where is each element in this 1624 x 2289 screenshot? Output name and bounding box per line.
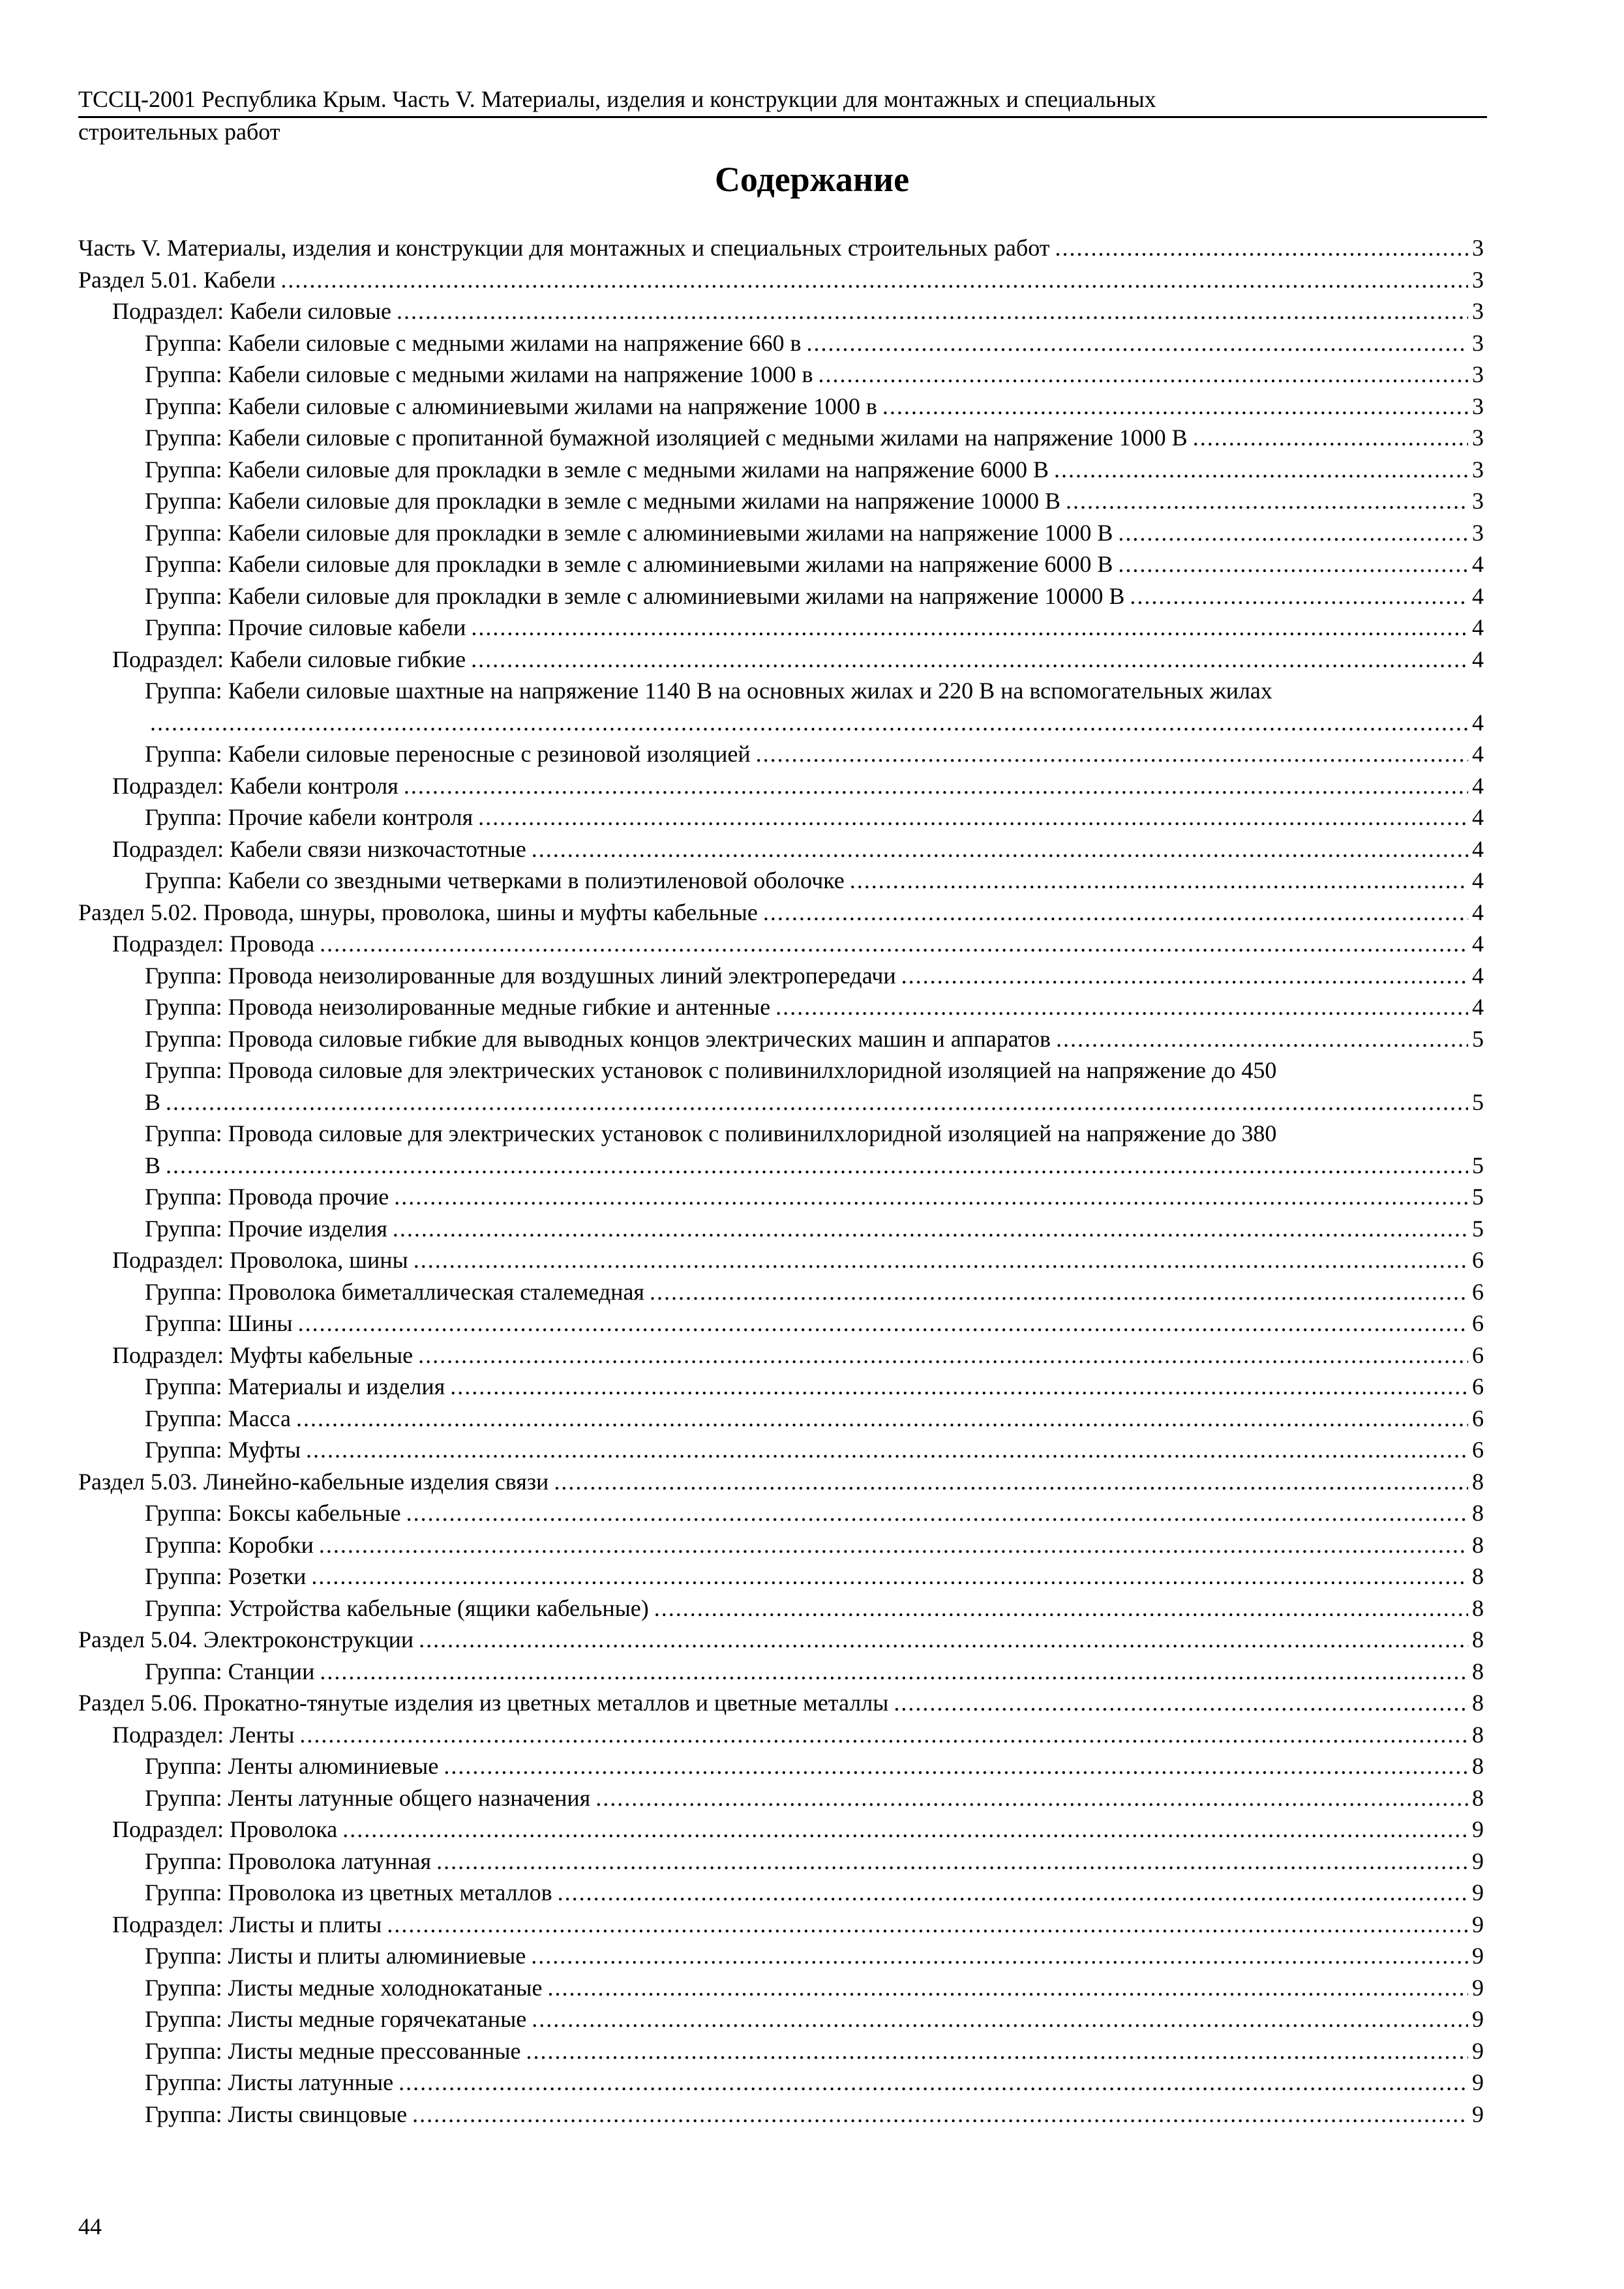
toc-entry[interactable] (78, 1403, 1484, 1435)
header-title-line2: строительных работ (78, 119, 280, 145)
toc-entry[interactable] (78, 644, 1484, 676)
toc-entry-text: Группа: Провода силовые для электрических установок с поливинилхлоридной изоляцией на напряжение до 450 (145, 1057, 1277, 1083)
toc-entry-page: 4 (1472, 899, 1484, 925)
toc-entry-page: 3 (1472, 456, 1484, 483)
toc-entry[interactable] (78, 1750, 1484, 1782)
dot-leader (882, 391, 1468, 423)
dot-leader (419, 1624, 1468, 1656)
toc-entry[interactable] (78, 1687, 1484, 1719)
toc-entry-page: 6 (1472, 1247, 1484, 1273)
toc-entry-text: Группа: Устройства кабельные (ящики кабельные) (145, 1594, 649, 1621)
page-title: Содержание (714, 160, 910, 199)
toc-entry[interactable] (78, 801, 1484, 833)
toc-entry-text: Группа: Боксы кабельные (145, 1500, 401, 1526)
dot-leader (650, 1276, 1468, 1308)
toc-entry-page: 3 (1472, 425, 1484, 451)
dot-leader (850, 865, 1468, 897)
toc-entry[interactable] (78, 1244, 1484, 1276)
toc-entry-page: 5 (1472, 1152, 1484, 1178)
toc-entry[interactable] (78, 1434, 1484, 1466)
toc-entry-text: Группа: Кабели силовые для прокладки в земле с медными жилами на напряжение 10000 В (145, 488, 1060, 514)
toc-entry-text: Группа: Кабели силовые с пропитанной бумажной изоляцией с медными жилами на напряжение 1000 В (145, 425, 1188, 451)
toc-entry[interactable] (78, 675, 1484, 738)
dot-leader (342, 1814, 1468, 1846)
toc-entry[interactable] (78, 1023, 1484, 1055)
dot-leader (166, 1150, 1468, 1182)
dot-leader (1054, 454, 1468, 486)
toc-entry-page: 3 (1472, 393, 1484, 419)
dot-leader (393, 1213, 1468, 1245)
dot-leader (406, 1497, 1468, 1529)
toc-entry-page: 9 (1472, 2006, 1484, 2032)
toc-entry[interactable] (78, 1308, 1484, 1339)
toc-entry[interactable] (78, 1497, 1484, 1529)
dot-leader (1066, 485, 1468, 517)
dot-leader (398, 2067, 1468, 2099)
toc-entry-text: Группа: Кабели силовые шахтные на напряжение 1140 В на основных жилах и 220 В на вспомогательных жилах (145, 678, 1272, 704)
toc-entry-page: 8 (1472, 1563, 1484, 1589)
dot-leader (397, 295, 1468, 327)
toc-entry-page: 3 (1472, 519, 1484, 546)
toc-entry-page: 8 (1472, 1626, 1484, 1653)
toc-entry[interactable] (78, 1719, 1484, 1751)
toc-entry-text: Группа: Коробки (145, 1531, 314, 1558)
toc-entry-text: Группа: Кабели со звездными четверками в полиэтиленовой оболочке (145, 867, 845, 893)
toc-entry[interactable] (78, 295, 1484, 327)
toc-entry[interactable] (78, 865, 1484, 897)
toc-entry-page: 4 (1472, 772, 1484, 799)
toc-entry-page: 9 (1472, 1911, 1484, 1937)
dot-leader (1055, 232, 1468, 264)
toc-entry[interactable] (78, 833, 1484, 865)
dot-leader (444, 1750, 1468, 1782)
toc-entry-text: Группа: Масса (145, 1405, 291, 1431)
dot-leader (532, 2003, 1468, 2035)
dot-leader (554, 1466, 1468, 1498)
toc-entry[interactable] (78, 1213, 1484, 1245)
toc-entry-page: 9 (1472, 1974, 1484, 2001)
toc-entry-page: 4 (1472, 646, 1484, 672)
dot-leader (1118, 548, 1468, 580)
dot-leader (547, 1972, 1468, 2004)
toc-entry-text: Группа: Кабели силовые для прокладки в земле с медными жилами на напряжение 6000 В (145, 456, 1049, 483)
toc-entry-text: Группа: Кабели силовые с медными жилами на напряжение 1000 в (145, 361, 813, 387)
toc-entry[interactable] (78, 1972, 1484, 2004)
toc-entry[interactable] (78, 738, 1484, 770)
dot-leader (280, 264, 1468, 296)
toc-entry[interactable] (78, 1276, 1484, 1308)
toc-entry[interactable] (78, 928, 1484, 960)
dot-leader (166, 1086, 1468, 1118)
toc-entry-page: 4 (1472, 835, 1484, 862)
toc-entry[interactable] (78, 580, 1484, 612)
toc-entry[interactable] (78, 422, 1484, 454)
toc-entry-text: Группа: Прочие кабели контроля (145, 804, 474, 830)
toc-entry-text: Подраздел: Листы и плиты (112, 1911, 382, 1937)
toc-entry-text: Группа: Листы свинцовые (145, 2101, 408, 2127)
toc-entry-text: Группа: Провода прочие (145, 1184, 389, 1210)
dot-leader (1130, 580, 1468, 612)
toc-entry-text: Группа: Кабели силовые с медными жилами на напряжение 660 в (145, 329, 802, 356)
toc-entry-page: 8 (1472, 1784, 1484, 1811)
toc-entry[interactable] (78, 232, 1484, 264)
table-of-contents (78, 232, 1484, 2130)
toc-entry-page: 9 (1472, 1943, 1484, 1969)
toc-entry-text: Подраздел: Муфты кабельные (112, 1341, 414, 1368)
toc-entry[interactable] (78, 1624, 1484, 1656)
dot-leader (404, 770, 1468, 802)
toc-entry-text: Группа: Прочие изделия (145, 1215, 387, 1242)
toc-entry-page: 9 (1472, 2101, 1484, 2127)
toc-entry-text: Подраздел: Провода (112, 931, 315, 957)
toc-entry-text: Группа: Муфты (145, 1437, 301, 1463)
toc-entry-text: Группа: Станции (145, 1658, 315, 1684)
toc-entry-text: Группа: Листы медные горячекатаные (145, 2006, 527, 2032)
toc-entry[interactable] (78, 391, 1484, 423)
toc-entry-text: Группа: Розетки (145, 1563, 307, 1589)
running-header (78, 83, 1487, 147)
toc-entry[interactable] (78, 1055, 1484, 1118)
toc-entry-text: Подраздел: Проволока, шины (112, 1247, 408, 1273)
toc-entry-text: Группа: Шины (145, 1310, 293, 1336)
toc-entry-text: Подраздел: Кабели контроля (112, 772, 398, 799)
toc-entry[interactable] (78, 1846, 1484, 1878)
toc-entry-page: 8 (1472, 1658, 1484, 1684)
toc-entry-text: Раздел 5.01. Кабели (78, 266, 276, 293)
toc-entry-page: 4 (1472, 804, 1484, 830)
toc-entry[interactable] (78, 1339, 1484, 1371)
toc-entry-page: 8 (1472, 1468, 1484, 1495)
toc-entry-page: 9 (1472, 2037, 1484, 2064)
toc-entry-text: Подраздел: Кабели связи низкочастотные (112, 835, 526, 862)
dot-leader (319, 1529, 1468, 1561)
toc-entry-page: 6 (1472, 1373, 1484, 1399)
toc-entry[interactable] (78, 960, 1484, 992)
dot-leader (320, 1656, 1468, 1688)
toc-entry[interactable] (78, 1181, 1484, 1213)
dot-leader (394, 1181, 1468, 1213)
dot-leader (450, 1371, 1468, 1403)
toc-entry[interactable] (78, 1371, 1484, 1403)
toc-entry[interactable] (78, 770, 1484, 802)
toc-entry-text: Раздел 5.02. Провода, шнуры, проволока, шины и муфты кабельные (78, 899, 758, 925)
toc-entry[interactable] (78, 517, 1484, 549)
dot-leader (1056, 1023, 1468, 1055)
dot-leader (1118, 517, 1468, 549)
toc-entry-text: Группа: Кабели силовые для прокладки в земле с алюминиевыми жилами на напряжение 6000 В (145, 551, 1113, 577)
toc-entry[interactable] (78, 264, 1484, 296)
toc-entry-page: 6 (1472, 1437, 1484, 1463)
toc-entry-text: Группа: Листы и плиты алюминиевые (145, 1943, 526, 1969)
toc-entry[interactable] (78, 1814, 1484, 1846)
dot-leader (806, 327, 1468, 359)
toc-entry[interactable] (78, 1529, 1484, 1561)
toc-entry[interactable] (78, 1656, 1484, 1688)
toc-entry-page: 9 (1472, 1879, 1484, 1906)
dot-leader (471, 612, 1468, 644)
toc-entry-page: 8 (1472, 1531, 1484, 1558)
toc-entry-text: Группа: Проволока из цветных металлов (145, 1879, 552, 1906)
toc-entry-page: 6 (1472, 1341, 1484, 1368)
toc-entry-page: 3 (1472, 235, 1484, 261)
toc-entry-text: Часть V. Материалы, изделия и конструкции для монтажных и специальных строительных работ (78, 235, 1050, 261)
toc-entry-text: Группа: Ленты латунные общего назначения (145, 1784, 591, 1811)
toc-entry-text: Группа: Ленты алюминиевые (145, 1753, 439, 1779)
toc-entry[interactable] (78, 1877, 1484, 1909)
dot-leader (296, 1403, 1468, 1435)
toc-entry-page: 5 (1472, 1184, 1484, 1210)
toc-entry-page: 3 (1472, 298, 1484, 324)
toc-entry-page: 3 (1472, 266, 1484, 293)
toc-entry-text: Группа: Кабели силовые для прокладки в земле с алюминиевыми жилами на напряжение 1000 В (145, 519, 1113, 546)
toc-entry[interactable] (78, 991, 1484, 1023)
toc-entry-page: 6 (1472, 1405, 1484, 1431)
toc-entry-page: 3 (1472, 329, 1484, 356)
toc-entry[interactable] (78, 359, 1484, 391)
dot-leader (387, 1909, 1468, 1941)
toc-entry[interactable] (78, 454, 1484, 486)
toc-entry-text: Группа: Кабели силовые для прокладки в земле с алюминиевыми жилами на напряжение 10000 В (145, 582, 1125, 609)
toc-entry-page: 4 (1472, 994, 1484, 1020)
toc-entry-text: Раздел 5.04. Электроконструкции (78, 1626, 414, 1653)
header-title-line1: ТССЦ-2001 Республика Крым. Часть V. Материалы, изделия и конструкции для монтажных и специальных (78, 86, 1156, 112)
toc-entry[interactable] (78, 1593, 1484, 1624)
toc-entry[interactable] (78, 2099, 1484, 2131)
toc-entry[interactable] (78, 548, 1484, 580)
toc-entry-page: 3 (1472, 361, 1484, 387)
toc-entry-page: 6 (1472, 1278, 1484, 1305)
toc-entry-page: 5 (1472, 1088, 1484, 1115)
toc-entry-text: Группа: Кабели силовые с алюминиевыми жилами на напряжение 1000 в (145, 393, 877, 419)
toc-entry-page: 4 (1472, 551, 1484, 577)
toc-entry[interactable] (78, 1909, 1484, 1941)
toc-entry-text: Подраздел: Ленты (112, 1721, 295, 1748)
toc-entry-page: 8 (1472, 1721, 1484, 1748)
toc-entry-page: 9 (1472, 1848, 1484, 1874)
toc-entry-text: Группа: Листы медные холоднокатаные (145, 1974, 543, 2001)
dot-leader (1193, 422, 1468, 454)
dot-leader (756, 738, 1468, 770)
toc-entry[interactable] (78, 2067, 1484, 2099)
dot-leader (532, 833, 1468, 865)
toc-entry-text: Группа: Кабели силовые переносные с резиновой изоляцией (145, 741, 751, 767)
toc-entry[interactable] (78, 897, 1484, 929)
dot-leader (775, 991, 1468, 1023)
toc-entry-page: 4 (1472, 741, 1484, 767)
toc-entry-page: 4 (1472, 614, 1484, 640)
toc-entry-page: 8 (1472, 1753, 1484, 1779)
toc-entry-page: 4 (1472, 582, 1484, 609)
toc-entry[interactable] (78, 1782, 1484, 1814)
toc-entry-text: Подраздел: Проволока (112, 1816, 338, 1842)
toc-entry-text: Группа: Провода силовые для электрических установок с поливинилхлоридной изоляцией на напряжение до 380 (145, 1120, 1277, 1146)
toc-entry-page: 4 (1472, 962, 1484, 989)
dot-leader (901, 960, 1468, 992)
dot-leader (478, 801, 1468, 833)
toc-entry-text-continued: В (145, 1152, 161, 1178)
toc-entry-page: 8 (1472, 1594, 1484, 1621)
toc-entry-text-continued: В (145, 1088, 161, 1115)
toc-entry-text: Группа: Провода силовые гибкие для выводных концов электрических машин и аппаратов (145, 1025, 1051, 1052)
toc-entry-text: Группа: Проволока биметаллическая сталемедная (145, 1278, 644, 1305)
toc-entry-page: 8 (1472, 1500, 1484, 1526)
toc-entry[interactable] (78, 2035, 1484, 2067)
dot-leader (320, 928, 1468, 960)
toc-entry-page: 6 (1472, 1310, 1484, 1336)
toc-entry-page: 3 (1472, 488, 1484, 514)
page-number: 44 (78, 2213, 102, 2239)
toc-entry-text: Группа: Материалы и изделия (145, 1373, 445, 1399)
dot-leader (311, 1561, 1468, 1593)
toc-entry[interactable] (78, 1466, 1484, 1498)
dot-leader (526, 2035, 1469, 2067)
toc-entry-text: Подраздел: Кабели силовые гибкие (112, 646, 466, 672)
toc-entry-page: 9 (1472, 1816, 1484, 1842)
dot-leader (595, 1782, 1468, 1814)
dot-leader (531, 1940, 1468, 1972)
toc-entry-text: Группа: Листы медные прессованные (145, 2037, 521, 2064)
dot-leader (818, 359, 1468, 391)
dot-leader (763, 897, 1468, 929)
toc-entry-text: Группа: Листы латунные (145, 2069, 394, 2095)
toc-entry-page: 4 (1472, 931, 1484, 957)
toc-entry[interactable] (78, 1118, 1484, 1181)
dot-leader (298, 1308, 1468, 1339)
toc-entry[interactable] (78, 485, 1484, 517)
toc-entry-text: Раздел 5.03. Линейно-кабельные изделия связи (78, 1468, 549, 1495)
toc-entry-page: 9 (1472, 2069, 1484, 2095)
dot-leader (414, 1244, 1468, 1276)
toc-entry[interactable] (78, 327, 1484, 359)
toc-entry[interactable] (78, 2003, 1484, 2035)
dot-leader (654, 1593, 1468, 1624)
dot-leader (436, 1846, 1468, 1878)
dot-leader (150, 707, 1468, 739)
header-rule (78, 116, 1487, 118)
toc-entry-page: 5 (1472, 1215, 1484, 1242)
toc-entry-text: Группа: Провода неизолированные медные гибкие и антенные (145, 994, 771, 1020)
toc-entry-text: Группа: Прочие силовые кабели (145, 614, 466, 640)
toc-entry-text: Раздел 5.06. Прокатно-тянутые изделия из цветных металлов и цветные металлы (78, 1690, 889, 1716)
dot-leader (412, 2099, 1468, 2131)
toc-entry[interactable] (78, 1940, 1484, 1972)
dot-leader (418, 1339, 1468, 1371)
dot-leader (471, 644, 1468, 676)
dot-leader (558, 1877, 1468, 1909)
toc-entry-text: Группа: Провода неизолированные для воздушных линий электропередачи (145, 962, 896, 989)
toc-entry-text: Группа: Проволока латунная (145, 1848, 432, 1874)
toc-entry-page: 8 (1472, 1690, 1484, 1716)
toc-entry[interactable] (78, 612, 1484, 644)
dot-leader (894, 1687, 1468, 1719)
toc-entry-text: Подраздел: Кабели силовые (112, 298, 392, 324)
dot-leader (299, 1719, 1468, 1751)
toc-entry-page: 4 (1472, 867, 1484, 893)
toc-entry[interactable] (78, 1561, 1484, 1593)
dot-leader (306, 1434, 1468, 1466)
toc-entry-page: 4 (1472, 709, 1484, 736)
toc-entry-page: 5 (1472, 1025, 1484, 1052)
